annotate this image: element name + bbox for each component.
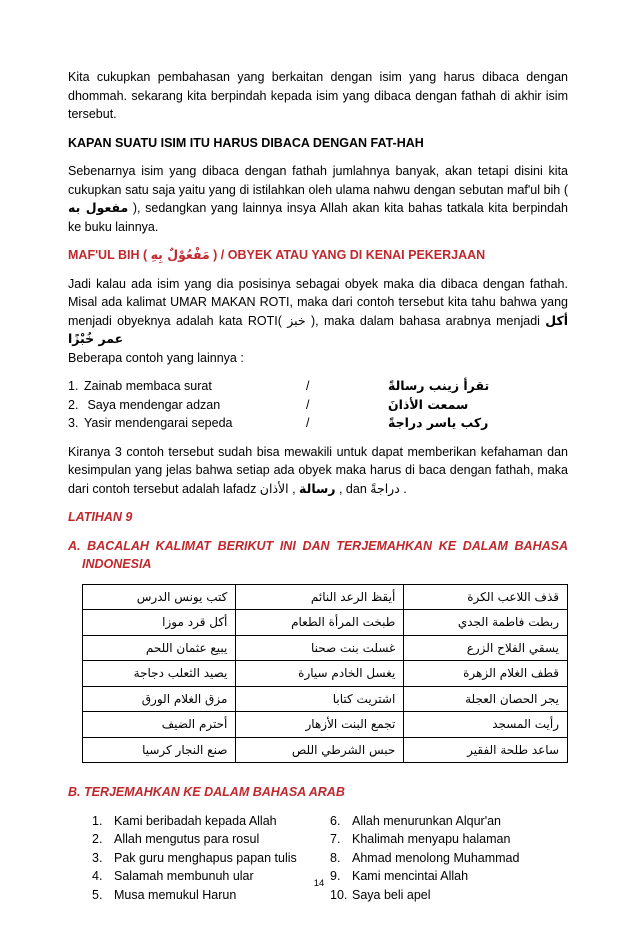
section-b-heading: B. TERJEMAHKAN KE DALAM BAHASA ARAB: [68, 785, 345, 799]
example-row: [68, 377, 568, 396]
example-arabic: تقرأ زينب رسالةً: [388, 378, 490, 393]
example-separator: /: [306, 379, 310, 393]
example-indonesian: Yasir mendengarai sepeda: [84, 416, 233, 430]
translation-column-right: [330, 812, 568, 905]
table-cell: ربطت فاطمة الجدي: [404, 610, 568, 636]
list-item: [330, 830, 568, 849]
list-item-number: 9.: [330, 869, 341, 883]
list-item-text: Khalimah menyapu halaman: [352, 832, 511, 846]
example-arabic: سمعت الأذانَ: [388, 396, 469, 412]
intro-paragraph: Kita cukupkan pembahasan yang berkaitan dengan isim yang harus dibaca dengan dhommah. sekarang kita berpindah kepada isim yang dibaca dengan fathah di akhir isim tersebut.: [68, 70, 568, 121]
exercise-table-body: [83, 584, 568, 763]
paragraph-obyek: [68, 275, 568, 349]
para1-text1: Sebenarnya isim yang dibaca dengan fathah jumlahnya banyak, akan tetapi disini kita cukupkan satu saja yaitu yang di istilahkan oleh ulama nahwu dengan sebutan maf'ul bih (: [68, 164, 568, 197]
table-row: [83, 584, 568, 610]
table-cell: كتب يونس الدرس: [83, 584, 236, 610]
list-item: [330, 849, 568, 868]
list-item-text: Allah mengutus para rosul: [114, 832, 260, 846]
list-item-text: Pak guru menghapus papan tulis: [114, 850, 297, 865]
example-row: [68, 414, 568, 433]
para3-sep2: , dan: [335, 481, 371, 496]
example-separator: /: [306, 416, 310, 430]
table-cell: غسلت بنت صحنا: [236, 635, 404, 661]
para3-end: .: [399, 481, 407, 496]
table-cell: صنع النجار كرسيا: [83, 737, 236, 763]
heading2-suffix: ) / OBYEK ATAU YANG DI KENAI PEKERJAAN: [209, 248, 486, 262]
paragraph-fathah: [68, 162, 568, 236]
para2-text1: Jadi kalau ada isim yang dia posisinya sebagai obyek maka dia dibaca dengan fathah. Misal ada kalimat UMAR MAKAN ROTI, maka dari contoh tersebut kita tahu bahwa yang menjadi obyeknya adalah kata ROTI(: [68, 276, 568, 328]
heading2-prefix: MAF'UL BIH (: [68, 248, 151, 262]
translation-list: [92, 812, 568, 905]
list-item-number: 5.: [92, 887, 103, 902]
example-arabic: ركب ياسر دراجةً: [388, 415, 489, 430]
para1-arabic: مفعول به: [68, 200, 129, 215]
table-cell: تجمع البنت الأزهار: [236, 712, 404, 738]
list-item-number: 7.: [330, 832, 341, 846]
para2-arabic1: خبز: [287, 312, 306, 328]
document-page: [68, 68, 568, 904]
example-separator: /: [306, 397, 310, 412]
table-cell: قذف اللاعب الكرة: [404, 584, 568, 610]
para3-sep1: ,: [288, 481, 300, 496]
table-cell: يسقي الفلاح الزرع: [404, 635, 568, 661]
para3-arabic2: الأذان: [259, 480, 289, 496]
examples-list: [68, 377, 568, 433]
table-cell: أيقظ الرعد النائم: [236, 584, 404, 610]
list-item: [92, 849, 330, 868]
heading-kapan: KAPAN SUATU ISIM ITU HARUS DIBACA DENGAN FAT-HAH: [68, 135, 424, 150]
table-cell: يغسل الخادم سيارة: [236, 661, 404, 687]
list-item-number: 3.: [92, 850, 103, 865]
list-item-text: Saya beli apel: [352, 887, 431, 902]
table-cell: اشتريت كتابا: [236, 686, 404, 712]
exercise-table: [82, 584, 568, 764]
table-row: [83, 737, 568, 763]
para3-text1: Kiranya 3 contoh tersebut sudah bisa mewakili untuk dapat memberikan kefahaman dan kesimpulan yang jelas bahwa setiap ada obyek maka harus di baca dengan fathah, maka dari contoh tersebut adalah lafadz: [68, 444, 568, 496]
paragraph-kesimpulan: [68, 443, 568, 499]
example-number: 3.: [68, 416, 79, 430]
list-item-text: Musa memukul Harun: [114, 887, 237, 902]
example-indonesian: Saya mendengar adzan: [84, 397, 221, 412]
table-row: [83, 712, 568, 738]
table-cell: طبخت المرأة الطعام: [236, 610, 404, 636]
example-number: 2.: [68, 397, 79, 412]
table-cell: مزق الغلام الورق: [83, 686, 236, 712]
list-item-text: Ahmad menolong Muhammad: [352, 850, 520, 865]
table-row: [83, 610, 568, 636]
table-cell: قطف الغلام الزهرة: [404, 661, 568, 687]
section-a-heading: A. BACALAH KALIMAT BERIKUT INI DAN TERJEMAHKAN KE DALAM BAHASA INDONESIA: [68, 538, 568, 571]
page-number: 14: [313, 878, 325, 889]
list-item-number: 1.: [92, 813, 103, 828]
list-item-number: 10.: [330, 887, 348, 902]
list-item: [92, 830, 330, 849]
table-cell: يجر الحصان العجلة: [404, 686, 568, 712]
table-row: [83, 661, 568, 687]
table-row: [83, 686, 568, 712]
table-cell: أكل قرد موزا: [83, 610, 236, 636]
list-item-number: 2.: [92, 832, 103, 846]
heading-maful-bih: [68, 246, 568, 265]
table-cell: يبيع عثمان اللحم: [83, 635, 236, 661]
table-cell: يصيد الثعلب دجاجة: [83, 661, 236, 687]
table-cell: حبس الشرطي اللص: [236, 737, 404, 763]
para3-arabic3: دراجةً: [370, 480, 400, 496]
list-item-number: 8.: [330, 850, 341, 865]
list-item-text: Kami mencintai Allah: [352, 869, 469, 883]
list-item: [92, 812, 330, 831]
para2-arabic2: أكل عمر خُبْزًا: [68, 312, 568, 346]
list-item-text: Kami beribadah kepada Allah: [114, 813, 277, 828]
list-item-text: Allah menurunkan Alqur'an: [352, 813, 502, 828]
example-number: 1.: [68, 379, 79, 393]
list-item-number: 6.: [330, 813, 341, 828]
example-indonesian: Zainab membaca surat: [84, 379, 212, 393]
translation-column-left: [92, 812, 330, 905]
list-item-text: Salamah membunuh ular: [114, 869, 254, 883]
table-cell: أحترم الضيف: [83, 712, 236, 738]
list-item-number: 4.: [92, 869, 103, 883]
heading2-arabic: مَفْعُوْلٌ بِهِ: [150, 247, 210, 262]
latihan-title: LATIHAN 9: [68, 510, 133, 524]
para2-text3: Beberapa contoh yang lainnya :: [68, 350, 244, 365]
para3-arabic1: رسالة: [299, 480, 336, 496]
para1-text2: ), sedangkan yang lainnya insya Allah akan kita bahas tatkala kita berpindah ke buku lainnya.: [68, 201, 568, 234]
example-row: [68, 396, 568, 415]
para2-text2: ), maka dalam bahasa arabnya menjadi: [305, 313, 546, 328]
list-item: [330, 812, 568, 831]
table-cell: رأيت المسجد: [404, 712, 568, 738]
table-row: [83, 635, 568, 661]
table-cell: ساعد طلحة الفقير: [404, 737, 568, 763]
